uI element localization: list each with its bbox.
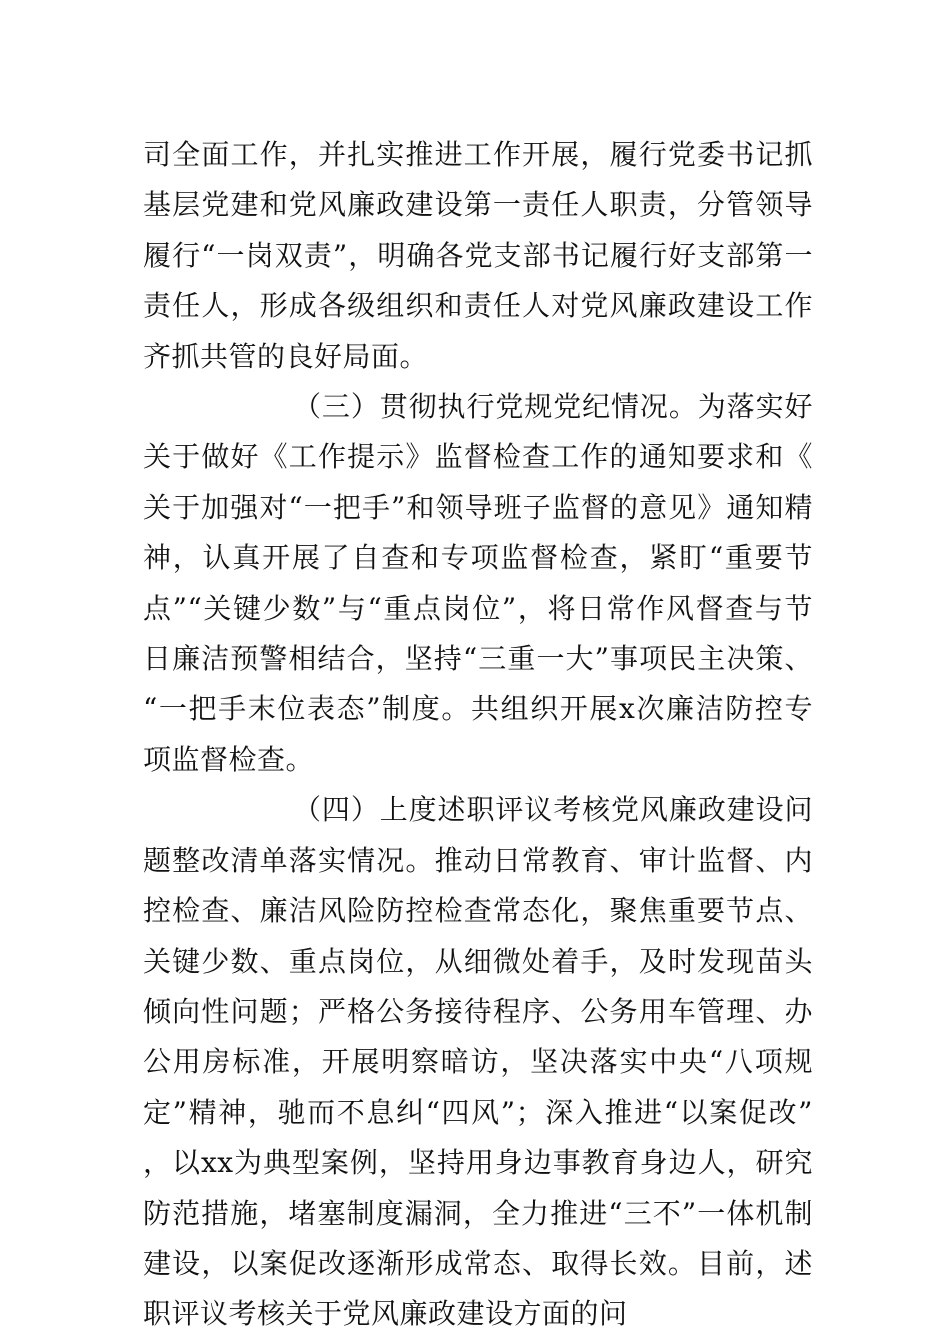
paragraph-section-four: （四）上度述职评议考核党风廉政建设问题整改清单落实情况。推动日常教育、审计监督、内控检查、廉洁风险防控检查常态化，聚焦重要节点、关键少数、重点岗位，从细微处着手，及时发现苗头倾向性问题；严格公务接待程序、公务用车管理、办公用房标准，开展明察暗访，坚决落实中央“八项规定”精神，驰而不息纠“四风”；深入推进“以案促改”，以xx为典型案例，坚持用身边事教育身边人，研究防范措施，堵塞制度漏洞，全力推进“三不”一体机制建设，以案促改逐渐形成常态、取得长效。目前，述职评议考核关于党风廉政建设方面的问 — [143, 793, 813, 1331]
document-body — [143, 130, 813, 1340]
paragraph-continuation: 司全面工作，并扎实推进工作开展，履行党委书记抓基层党建和党风廉政建设第一责任人职责，分管领导履行“一岗双责”，明确各党支部书记履行好支部第一责任人，形成各级组织和责任人对党风廉政建设工作齐抓共管的良好局面。 — [143, 138, 813, 373]
paragraph-section-three: （三）贯彻执行党规党纪情况。为落实好关于做好《工作提示》监督检查工作的通知要求和《关于加强对“一把手”和领导班子监督的意见》通知精神，认真开展了自查和专项监督检查，紧盯“重要节点”“关键少数”与“重点岗位”，将日常作风督查与节日廉洁预警相结合，坚持“三重一大”事项民主决策、“一把手末位表态”制度。共组织开展x次廉洁防控专项监督检查。 — [143, 390, 813, 776]
